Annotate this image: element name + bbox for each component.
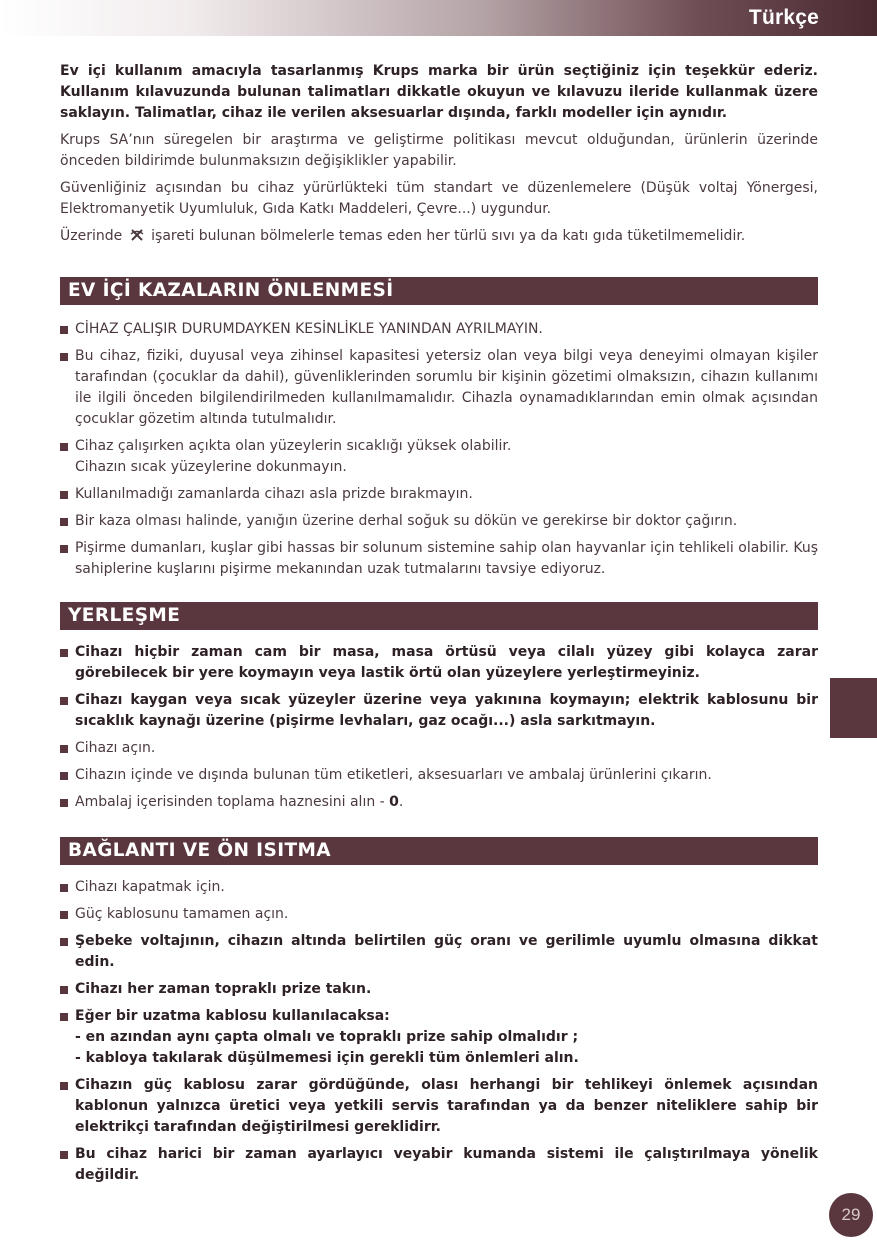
bullet-square-icon [60, 772, 68, 780]
list-item: Şebeke voltajının, cihazın altında belirtilen güç oranı ve gerilimle uyumlu olmasına dikkat edin. [60, 931, 818, 973]
language-title: Türkçe [748, 6, 819, 29]
bullet-square-icon [60, 938, 68, 946]
intro-paragraph-3-end: işareti bulunan bölmelerle temas eden her türlü sıvı ya da katı gıda tüketilmemelidir. [151, 228, 746, 244]
list-item: Kullanılmadığı zamanlarda cihazı asla prizde bırakmayın. [60, 484, 818, 505]
intro-paragraph-3 [60, 226, 818, 249]
page-number-badge: 29 [829, 1193, 873, 1237]
list-item: Cihazın içinde ve dışında bulunan tüm etiketleri, aksesuarları ve ambalaj ürünlerini çıkarın. [60, 765, 818, 786]
bullet-square-icon [60, 1082, 68, 1090]
list-item: Pişirme dumanları, kuşlar gibi hassas bir solunum sistemine sahip olan hayvanlar için tehlikeli olabilir. Kuş sahiplerine kuşlarını pişirme mekanından uzak tutmalarını tavsiye ediyoruz. [60, 538, 818, 580]
no-food-contact-icon [129, 228, 145, 249]
connection-list [60, 877, 818, 1186]
bullet-square-icon [60, 545, 68, 553]
list-item: Bu cihaz harici bir zaman ayarlayıcı veyabir kumanda sistemi ile çalıştırılmaya yönelik değildir. [60, 1144, 818, 1186]
bullet-square-icon [60, 1013, 68, 1021]
bullet-square-icon [60, 443, 68, 451]
list-item: Ambalaj içerisinden toplama haznesini alın - 0. [60, 792, 818, 813]
list-item: Cihazın güç kablosu zarar gördüğünde, olası herhangi bir tehlikeyi önlemek açısından kablonun yalnızca üretici veya yetkili servis tarafından ya da benzer niteliklere sahip bir elektrikçi tarafından değiştirilmesi gereklidirr. [60, 1075, 818, 1138]
bullet-square-icon [60, 799, 68, 807]
bullet-square-icon [60, 697, 68, 705]
bullet-square-icon [60, 884, 68, 892]
section-title-placement: YERLEŞME [60, 602, 818, 630]
list-item: Cihazı açın. [60, 738, 818, 759]
list-item: Bu cihaz, fiziki, duyusal veya zihinsel kapasitesi yetersiz olan veya bilgi veya deneyimi olmayan kişiler tarafından (çocuklar da dahil), güvenliklerinden sorumlu bir kişinin gözetimi olmaksızın, cihazın kullanımı ile ilgili önceden bilgilendirilmeden kullanılmamalıdır. Cihazla oynamadıklarından emin olmak açısından çocuklar gözetim altında tutulmalıdır. [60, 346, 818, 430]
list-item: Cihazı hiçbir zaman cam bir masa, masa örtüsü veya cilalı yüzey gibi kolayca zarar görebilecek bir yere koymayın veya lastik örtü olan yüzeylere yerleştirmeyiniz. [60, 642, 818, 684]
header-bar [0, 0, 877, 36]
bullet-square-icon [60, 1151, 68, 1159]
list-item: Bir kaza olması halinde, yanığın üzerine derhal soğuk su dökün ve gerekirse bir doktor çağırın. [60, 511, 818, 532]
list-item: Cihazı her zaman topraklı prize takın. [60, 979, 818, 1000]
part-reference-number: 0 [389, 794, 399, 810]
intro-paragraph-3-start: Üzerinde [60, 228, 123, 244]
bullet-square-icon [60, 745, 68, 753]
list-item: Cihaz çalışırken açıkta olan yüzeylerin sıcaklığı yüksek olabilir. Cihazın sıcak yüzeylerine dokunmayın. [60, 436, 818, 478]
intro-bold-paragraph: Ev içi kullanım amacıyla tasarlanmış Krups marka bir ürün seçtiğiniz için teşekkür ederiz. Kullanım kılavuzunda bulunan talimatları dikkatle okuyun ve kılavuzu ileride kullanmak üzere saklayın. Talimatlar, cihaz ile verilen aksesuarlar dışında, farklı modeller için aynıdır. [60, 63, 818, 121]
bullet-square-icon [60, 986, 68, 994]
list-item: Güç kablosunu tamamen açın. [60, 904, 818, 925]
section-title-accident-prevention: EV İÇİ KAZALARIN ÖNLENMESİ [60, 277, 818, 305]
bullet-square-icon [60, 491, 68, 499]
bullet-square-icon [60, 353, 68, 361]
bullet-square-icon [60, 911, 68, 919]
bullet-square-icon [60, 649, 68, 657]
bullet-square-icon [60, 518, 68, 526]
bullet-square-icon [60, 326, 68, 334]
list-item: Eğer bir uzatma kablosu kullanılacaksa: - en azından aynı çapta olmalı ve topraklı prize sahip olmalıdır ; - kabloya takılarak düşülmemesi için gerekli tüm önlemleri alın. [60, 1006, 818, 1069]
list-item: Cihazı kapatmak için. [60, 877, 818, 898]
intro-paragraph-1: Krups SA’nın süregelen bir araştırma ve geliştirme politikası mevcut olduğundan, ürünlerin üzerinde önceden bildirimde bulunmaksızın değişiklikler yapabilir. [60, 132, 818, 169]
list-item: CİHAZ ÇALIŞIR DURUMDAYKEN KESİNLİKLE YANINDAN AYRILMAYIN. [60, 319, 818, 340]
intro-paragraph-2: Güvenliğiniz açısından bu cihaz yürürlükteki tüm standart ve düzenlemelere (Düşük voltaj Yönergesi, Elektromanyetik Uyumluluk, Gıda Katkı Maddeleri, Çevre...) uygundur. [60, 180, 818, 217]
page-content [60, 61, 818, 1186]
list-item: Cihazı kaygan veya sıcak yüzeyler üzerine veya yakınına koymayın; elektrik kablosunu bir sıcaklık kaynağı üzerine (pişirme levhaları, gaz ocağı...) asla sarkıtmayın. [60, 690, 818, 732]
accident-prevention-list [60, 319, 818, 580]
placement-list [60, 642, 818, 813]
section-title-connection-preheating: BAĞLANTI VE ÖN ISITMA [60, 837, 818, 865]
side-tab-marker [830, 678, 877, 738]
